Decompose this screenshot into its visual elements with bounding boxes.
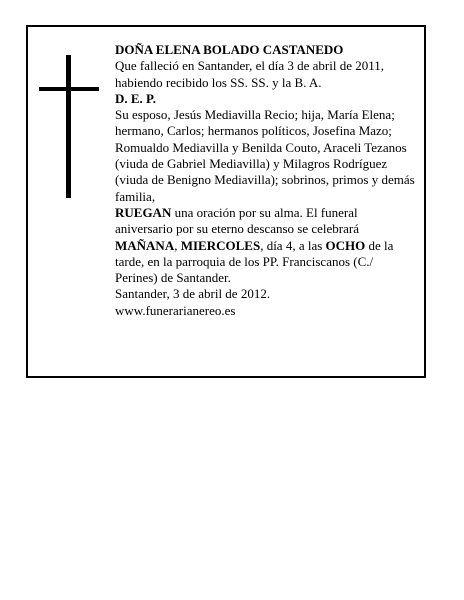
cross-vertical-bar [66,55,71,198]
day-word: MAÑANA [115,237,175,253]
death-line: Que falleció en Santander, el día 3 de abril de 2011, habiendo recibido los SS. SS. y la B. A. [115,58,385,90]
signoff-line: Santander, 3 de abril de 2012. [115,286,271,302]
request-verb: RUEGAN [115,204,172,220]
website-text: www.funerarianereo.es [115,302,236,318]
notice-text [115,42,417,319]
place-text: de la tarde, en la parroquia de los PP. Franciscanos (C./ Perines) de Santander. [115,237,394,286]
comma-separator: , [174,237,181,253]
date-text: , día 4, a las [260,237,326,253]
cross-horizontal-bar [39,87,99,91]
obituary-notice [26,25,426,378]
weekday-word: MIERCOLES [180,237,261,253]
funeral-request [115,205,417,286]
request-text: una oración por su alma. El funeral aniversario por su eterno descanso se celebrará [115,204,359,237]
hour-word: OCHO [325,237,366,253]
deceased-name: DOÑA ELENA BOLADO CASTANEDO [115,42,344,57]
family-list: Su esposo, Jesús Mediavilla Recio; hija, María Elena; hermano, Carlos; hermanos políticos, Josefina Mazo; Romualdo Mediavilla y Benilda Couto, Araceli Tezanos (viuda de Gabriel Mediavilla) y Milagros Rodríguez (viuda de Benigno Mediavilla); sobrinos, primos y demás familia, [115,107,415,204]
rest-in-peace: D. E. P. [115,90,157,106]
